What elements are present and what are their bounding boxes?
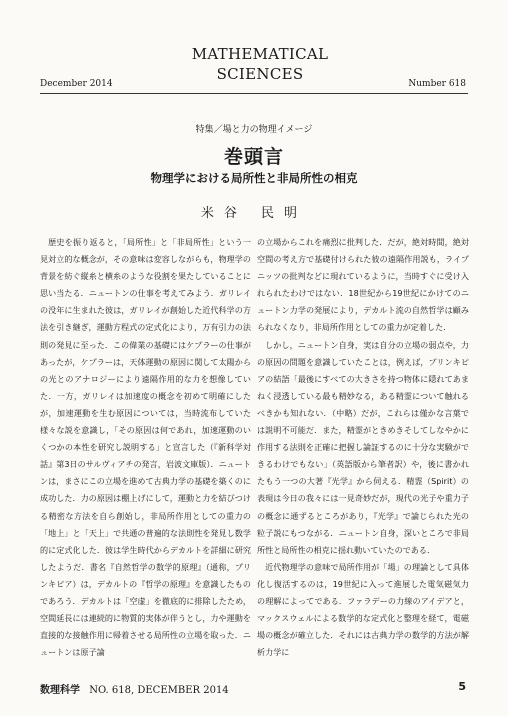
author-name: 米谷 民明 bbox=[200, 206, 308, 221]
footer-journal bbox=[40, 681, 229, 696]
paragraph: しかし，ニュートン自身，実は自分の立場の弱点や，力の原因の問題を意識していたことは，例えば，プリンキピアの結語「最後にすべての大きさを持つ物体に隠れてあまねく浸透している最も精妙なる，ある精霊について触れるべきかも知れない．（中略）だが，これらは僅かな言葉では説明不可能だ．また，精霊がときめきそしてしなやかに作用する法則を正確に把握し論証するのに十分な実験ができるわけでもない」（英語版から筆者訳）や，後に書かれたもう一つの大著『光学』から伺える．精霊（Spirit）の表現は今日の我々には一見奇妙だが，現代の光子や重力子の概念に通ずるところがあり，『光学』で論じられた光の粒子説にもつながる．ニュートン自身，深いところで非局所性と局所性の相克に揺れ動いていたのである． bbox=[257, 339, 469, 555]
header-date: December 2014 bbox=[40, 79, 113, 89]
page-number: 5 bbox=[458, 680, 466, 693]
journal-masthead bbox=[190, 44, 330, 84]
body-column-left bbox=[40, 234, 251, 674]
article-title: 巻頭言 bbox=[223, 146, 284, 168]
paragraph: 歴史を振り返ると，「局所性」と「非局所性」という一見対立的な概念が，その意味は変容しながらも，物理学の背景を紡ぐ縦糸と横糸のような役割を果たしていることに思い当たる．ニュートンの仕事を考えてみよう．ガリレイの没年に生まれた彼は，ガリレイが創始した近代科学の方法を引き継ぎ，運動方程式の定式化により，万有引力の法則の発見に至った．この偉業の基礎にはケプラーの仕事があったが，ケプラーは，天体運動の原因に関して太陽からの光とのアナロジーにより遠隔作用的な力を想像していた．一方，ガリレイは加速度の概念を初めて明確にしたが，加速運動を生む原因については，当時流布していた様々な説を意識し，「その原因は何であれ，加速運動のいくつかの本性を研究し説明する」と宣言した（『新科学対話』第3日のサルヴィアチの発言，岩波文庫版）．ニュートンは，まさにこの立場を進めて古典力学の基礎を築くのに成功した．力の原因は棚上げにして，運動と力を結びつける精密な方法を自ら創始し，非局所作用としての重力の「地上」と「天上」で共通の普遍的な法則性を発見し数学的に定式化した．彼は学生時代からデカルトを詳細に研究したようだ．書名『自然哲学の数学的原理』（通称，プリンキピア）は，デカルトの『哲学の原理』を意識したものであろう．デカルトは「空虚」を徹底的に排除したため，空間延長には連続的に物質的実体が伴うとし，力や運動を直接的な接触作用に帰着させる局所性の立場を取った．ニュートンは原子論 bbox=[40, 237, 251, 658]
paragraph: の立場からこれを痛烈に批判した．だが，絶対時間，絶対空間の考え方で基礎付けられた彼の遠隔作用説も，ライプニッツの批判などに現れているように，当時すぐに受け入れられたわけではない．18世紀から19世紀にかけてのニュートン力学の発展により，デカルト流の自然哲学は顧みられなくなり，非局所作用としての重力が定着した． bbox=[257, 237, 469, 333]
paragraph: 近代物理学の意味で局所作用が「場」の理論として具体化し復活するのは，19世紀に入って進展した電気磁気力の理解によってである．ファラデーの力線のアイデアと，マックスウェルによる数学的な定式化と整理を経て，電磁場の概念が確立した．それには古典力学の数学的方法が解析力学に bbox=[257, 561, 469, 658]
masthead-line-1: MATHEMATICAL bbox=[191, 45, 329, 63]
masthead-line-2: SCIENCES bbox=[216, 65, 304, 83]
footer-journal-name: 数理科学 bbox=[40, 685, 80, 696]
issue-number: Number 618 bbox=[408, 79, 466, 89]
body-column-right bbox=[257, 234, 469, 674]
feature-label: 特集／場と力の物理イメージ bbox=[195, 125, 313, 135]
footer-issue: NO. 618, DECEMBER 2014 bbox=[89, 685, 229, 696]
header-rule bbox=[40, 93, 468, 94]
article-subtitle: 物理学における局所性と非局所性の相克 bbox=[150, 171, 358, 185]
